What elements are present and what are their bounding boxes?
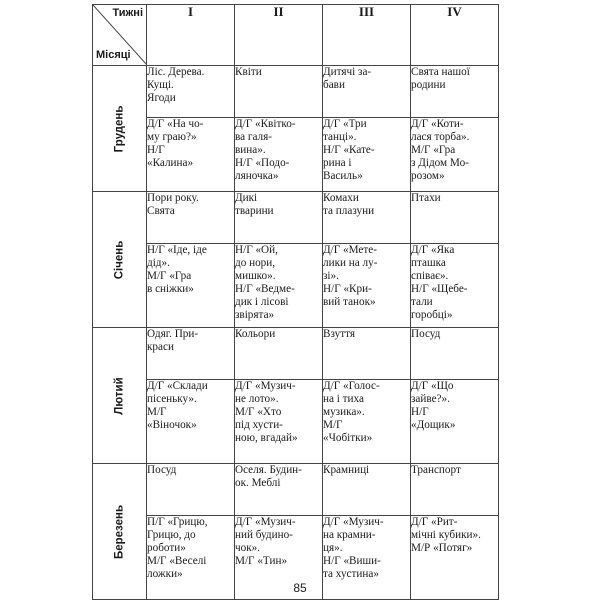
topic-cell: Крамниці (323, 464, 411, 516)
games-cell: Д/Г «Музич- не лото». М/Г «Хто під хусти- ною, вгадай» (235, 380, 323, 464)
games-cell: Д/Г «Три танці». Н/Г «Катe- рина і Василь» (323, 118, 411, 192)
march-topics-row (93, 464, 499, 516)
december-topics-row (93, 66, 499, 118)
topic-cell: Комахи та плазуни (323, 192, 411, 244)
topic-cell: Транспорт (411, 464, 499, 516)
games-cell: Д/Г «Музич- ний будино- чок». М/Г «Тин» (235, 516, 323, 600)
week-header-1: I (147, 5, 235, 66)
month-february: Лютий (93, 328, 147, 464)
games-cell: Д/Г «Квітко- ва галя- вина». Н/Г «Подо- ляночка» (235, 118, 323, 192)
month-january: Січень (93, 192, 147, 328)
header-row (93, 5, 499, 66)
week-header-3: III (323, 5, 411, 66)
month-march: Березень (93, 464, 147, 600)
games-cell: Д/Г «Голос- на і тиха музика». М/Г «Чобітки» (323, 380, 411, 464)
weeks-label: Тижні (112, 7, 143, 19)
january-topics-row (93, 192, 499, 244)
topic-cell: Посуд (147, 464, 235, 516)
page-number: 85 (293, 581, 307, 595)
february-games-row (93, 380, 499, 464)
topic-cell: Ліс. Дерева. Кущі. Ягоди (147, 66, 235, 118)
january-games-row (93, 244, 499, 328)
topic-cell: Птахи (411, 192, 499, 244)
topic-cell: Свята нашої родини (411, 66, 499, 118)
music-plan-table (92, 4, 499, 600)
games-cell: Д/Г «Рит- мічні кубики». М/Р «Потяг» (411, 516, 499, 600)
games-cell: Д/Г «Що зайве?». Н/Г «Дощик» (411, 380, 499, 464)
december-games-row (93, 118, 499, 192)
corner-cell (93, 5, 147, 66)
month-december: Грудень (93, 66, 147, 192)
topic-cell: Одяг. При- краси (147, 328, 235, 380)
games-cell: Н/Г «Іде, іде дід». М/Г «Гра в сніжки» (147, 244, 235, 328)
games-cell: Н/Г «Ой, до нори, мишко». Н/Г «Ведме- дик і лісові звірята» (235, 244, 323, 328)
games-cell: П/Г «Грицю, Грицю, до роботи» М/Г «Веселі ложки» (147, 516, 235, 600)
topic-cell: Дитячі за- бави (323, 66, 411, 118)
week-header-2: II (235, 5, 323, 66)
topic-cell: Квіти (235, 66, 323, 118)
topic-cell: Оселя. Будин- ок. Меблі (235, 464, 323, 516)
months-label: Місяці (96, 49, 131, 61)
topic-cell: Кольори (235, 328, 323, 380)
february-topics-row (93, 328, 499, 380)
topic-cell: Пори року. Свята (147, 192, 235, 244)
games-cell: Д/Г «Яка пташка співає». Н/Г «Щебе- тали горобці» (411, 244, 499, 328)
week-header-4: IV (411, 5, 499, 66)
topic-cell: Дикі тварини (235, 192, 323, 244)
games-cell: Д/Г «Музич- на крамни- ця». Н/Г «Виши- та хустина» (323, 516, 411, 600)
games-cell: Д/Г «На чо- му граю?» Н/Г «Калина» (147, 118, 235, 192)
topic-cell: Посуд (411, 328, 499, 380)
games-cell: Д/Г «Склади пісеньку». М/Г «Віночок» (147, 380, 235, 464)
games-cell: Д/Г «Коти- лася торба». М/Г «Гра з Дідом Мо- розом» (411, 118, 499, 192)
topic-cell: Взуття (323, 328, 411, 380)
games-cell: Д/Г «Мете- лики на лу- зі». Н/Г «Кри- вий танок» (323, 244, 411, 328)
